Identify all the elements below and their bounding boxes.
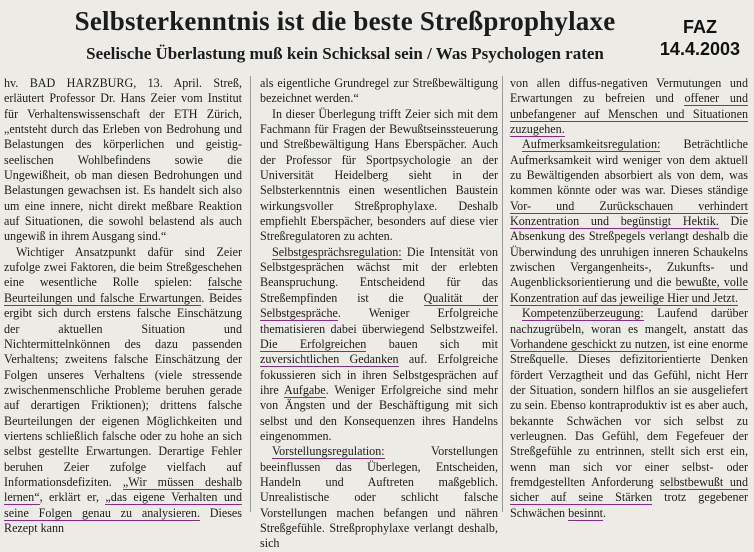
paragraph bbox=[510, 306, 748, 521]
text: hv. BAD HARZBURG, 13. April. Streß, erläutert Professor Dr. Hans Zeier vom Institut für Verhaltenswissenschaft der ETH Zürich, „entsteht durch das Erleben von Bedrohung und Belastungen des körperlichen und geistig-seelischen Wohlbefindens sowie die Ungewißheit, ob man diesen Bedrohungen und Belastungen gewachsen ist. Es handelt sich also um eine innere, nicht direkt meßbare Reaktion auf Situationen, die sowohl belastend als auch ungewiß in ihrem Ausgang sind.“ bbox=[4, 76, 242, 244]
text: Die Absenkung des Streßpegels verlangt deshalb die Überwindung des unruhigen inneren Schaukelns zwischen Vergangenheits-, Zukunfts- und Augenblicksorientierung und die bbox=[510, 214, 748, 290]
paragraph bbox=[4, 245, 242, 537]
source-stamp bbox=[660, 16, 740, 60]
article-column-2 bbox=[260, 76, 499, 551]
text: Laufend darüber nachzugrübeln, woran es mangelt, anstatt das bbox=[510, 306, 748, 336]
text: , erklärt er, bbox=[39, 490, 99, 505]
highlighted-text: offener und unbefangener auf Menschen und Situationen zuzugehen. bbox=[510, 91, 749, 137]
text: Beträchtliche Aufmerksamkeit wird weniger von dem aktuell zu Bewältigenden absorbiert als von dem, was kommen könnte oder was war. Dieses ständige bbox=[510, 137, 748, 198]
column-divider bbox=[250, 76, 251, 512]
paragraph bbox=[260, 245, 498, 444]
highlighted-text: Vorhandene geschickt zu nutzen bbox=[510, 336, 667, 351]
text: als eigentliche Grundregel zur Streßbewältigung bezeichnet werden.“ bbox=[260, 76, 498, 106]
text: . Weniger Erfolgreiche sind mehr von Ängsten und der Beschäftigung mit sich selbst und den Konsequenzen ihres Handelns eingenommen. bbox=[260, 382, 498, 443]
paragraph bbox=[510, 76, 748, 137]
text: . Beides ergibt sich durch erstens falsche Einschätzung der aktuellen Situation und Nichtermittelnkönnen des dazu passenden Verhaltens; zweitens falsche Einschätzung der Folgen unseres Verhaltens (viele stressende zwischenmenschliche Probleme beruhen gerade auf derartigen Friktionen); drittens falsche Beurteilungen der eigenen Möglichkeiten und viertens schließlich falsche oder zu hohe an sich selbst gestellte Erwartungen. Derartige Fehler beruhen Zeier zufolge vielfach auf Informationsdefiziten. bbox=[4, 290, 242, 489]
text: trotz gegebener Schwächen bbox=[510, 490, 748, 520]
text: bauen sich mit bbox=[366, 336, 498, 351]
highlighted-text: Vorstellungsregulation: bbox=[272, 444, 385, 459]
source-name: FAZ bbox=[682, 17, 717, 37]
text: , ist eine enorme Streßquelle. Dieses defizitorientierte Denken fördert Verzagtheit und das Gefühl, nicht Herr der Situation, sondern hilflos an sie ausgeliefert zu sein. Ebenso kontraproduktiv ist es aber auch, bekannte Schwächen vor sich selbst zu verleugnen. Das Gefühl, dem Fegefeuer der Streßgefühle zu entrinnen, stellt sich erst ein, wenn man sich vor einer selbst- oder fremdgestellten Anforderung bbox=[510, 336, 748, 489]
highlighted-text: Selbstgesprächsregulation: bbox=[272, 244, 402, 259]
text: Dieses Rezept kann bbox=[4, 505, 242, 535]
article-column-3 bbox=[510, 76, 749, 520]
highlighted-text: selbstbewußt und sicher auf seine Stärken bbox=[510, 474, 748, 505]
text: auf. Erfolgreiche fokussieren sich in ihren Selbstgesprächen auf ihre bbox=[260, 352, 498, 397]
highlighted-text: zuversichtlichen Gedanken bbox=[260, 352, 399, 367]
highlighted-text: besinnt bbox=[568, 505, 604, 520]
highlighted-text: Aufgabe bbox=[284, 382, 326, 397]
paragraph bbox=[510, 137, 748, 306]
highlighted-text: Vor- und Zurückschauen verhindert Konzentration und begünstigt Hektik. bbox=[510, 198, 748, 229]
highlighted-text: Die Erfolgreichen bbox=[260, 336, 367, 351]
paragraph bbox=[260, 76, 498, 107]
highlighted-text: Aufmerksamkeitsregulation: bbox=[522, 137, 661, 152]
subheadline: Seelische Überlastung muß kein Schicksal sein / Was Psychologen raten bbox=[86, 44, 604, 63]
text: von allen diffus-negativen Vermutungen und Erwartungen zu befreien und bbox=[510, 76, 748, 106]
highlighted-text: falsche Beurteilungen und falsche Erwartungen bbox=[4, 275, 242, 305]
text: . bbox=[603, 505, 607, 520]
highlighted-text: „das eigene Verhalten und seine Folgen genau zu analysieren. bbox=[4, 490, 242, 520]
highlighted-text: bewußte, volle Konzentration auf das jeweilige Hier und Jetzt. bbox=[510, 275, 748, 305]
text: Die Intensität von Selbstgesprächen wächst mit der erlebten Beanspruchung. Entscheidend für das Streßempfinden ist die bbox=[260, 244, 498, 305]
paragraph bbox=[4, 76, 242, 245]
text: Wichtiger Ansatzpunkt dafür sind Zeier zufolge zwei Faktoren, die beim Streßgeschehen eine wesentliche Rolle spielen: bbox=[4, 244, 242, 290]
article-column-1 bbox=[4, 76, 242, 535]
highlighted-text: „Wir müssen deshalb lernen“ bbox=[4, 474, 242, 505]
column-divider bbox=[502, 76, 503, 512]
paragraph bbox=[260, 107, 498, 245]
highlighted-text: Qualität der Selbstgespräche bbox=[260, 290, 499, 321]
headline: Selbsterkenntnis ist die beste Streßprophylaxe bbox=[74, 6, 616, 36]
highlighted-text: Kompetenzüberzeugung: bbox=[522, 306, 644, 321]
text: . Weniger Erfolgreiche thematisieren dabei überwiegend Selbstzweifel. bbox=[260, 306, 498, 336]
source-date: 14.4.2003 bbox=[659, 39, 740, 59]
text: Vorstellungen beeinflussen das Überlegen, Entscheiden, Handeln und Auftreten maßgeblich. Unrealistische oder schlicht falsche Vorstellungen machen befangen und nähren Streßgefühle. Streßprophylaxe verlangt deshalb, sich bbox=[260, 444, 498, 551]
text: In dieser Überlegung trifft Zeier sich mit dem Fachmann für Fragen der Bewußtseinssteuerung und Streßbewältigung Hans Eberspächer. Auch der Professor für Sportpsychologie an der Universität Heidelberg sieht in der Selbsterkenntnis einen wesentlichen Baustein wirkungsvoller Streßprophylaxe. Deshalb empfiehlt Eberspächer, besonders auf diese vier Streßregulatoren zu achten. bbox=[260, 106, 498, 244]
paragraph bbox=[260, 444, 498, 551]
